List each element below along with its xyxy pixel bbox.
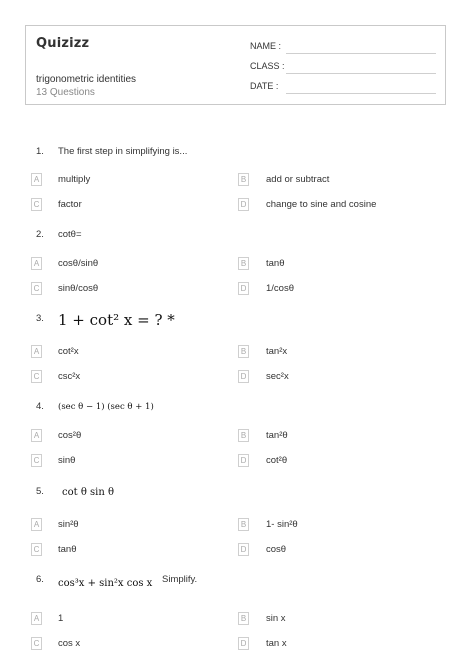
option-b-text: tanθ [266,258,285,269]
option-b-box[interactable]: B [238,257,249,270]
option-a-text: cot²x [58,346,79,357]
option-c-text: sinθ [58,455,76,466]
option-a-box[interactable]: A [31,173,42,186]
name-label: NAME : [250,41,282,51]
option-b-text: sin x [266,613,286,624]
option-b-box[interactable]: B [238,345,249,358]
question-number: 1. [36,146,44,157]
option-d-text: cosθ [266,544,287,555]
option-b-box[interactable]: B [238,429,249,442]
option-a-text: 1 [58,613,64,624]
option-a-text: cosθ/sinθ [58,258,99,269]
option-b-box[interactable]: B [238,612,249,625]
option-a-box[interactable]: A [31,429,42,442]
option-a-box[interactable]: A [31,257,42,270]
class-label: CLASS : [250,61,285,71]
option-d-box[interactable]: D [238,543,249,556]
option-b-box[interactable]: B [238,518,249,531]
option-b-text: 1- sin²θ [266,519,298,530]
option-c-box[interactable]: C [31,543,42,556]
option-b-text: tan²θ [266,430,288,441]
option-d-box[interactable]: D [238,637,249,650]
option-d-text: tan x [266,638,287,649]
option-a-text: cos²θ [58,430,82,441]
question-count: 13 Questions [36,87,95,98]
option-a-text: sin²θ [58,519,79,530]
question-text: The first step in simplifying is... [58,146,188,157]
worksheet-header [25,25,446,105]
question-number: 4. [36,401,44,412]
question-text: cotθ= [58,229,82,240]
name-line [286,53,436,54]
question-equation: cot θ sin θ [62,487,114,498]
option-d-text: change to sine and cosine [266,199,377,210]
option-c-text: factor [58,199,82,210]
option-d-box[interactable]: D [238,282,249,295]
option-d-text: cot²θ [266,455,288,466]
option-c-text: tanθ [58,544,77,555]
date-line [286,93,436,94]
class-field[interactable] [250,61,436,74]
option-d-text: 1/cosθ [266,283,294,294]
question-equation: (sec θ − 1) (sec θ + 1) [58,402,154,412]
question-number: 6. [36,574,44,585]
question-number: 5. [36,486,44,497]
option-d-box[interactable]: D [238,198,249,211]
option-d-box[interactable]: D [238,454,249,467]
option-a-text: multiply [58,174,91,185]
question-equation: cos³x + sin²x cos x [58,578,153,589]
quizizz-logo: Quizizz [36,36,90,51]
option-a-box[interactable]: A [31,612,42,625]
option-a-box[interactable]: A [31,345,42,358]
question-number: 2. [36,229,44,240]
option-c-box[interactable]: C [31,454,42,467]
option-d-text: sec²x [266,371,289,382]
question-instruction: Simplify. [162,574,198,585]
option-c-box[interactable]: C [31,282,42,295]
option-c-text: sinθ/cosθ [58,283,99,294]
option-b-box[interactable]: B [238,173,249,186]
date-field[interactable] [250,81,436,94]
worksheet-title: trigonometric identities [36,74,137,85]
option-c-text: cos x [58,638,81,649]
option-a-box[interactable]: A [31,518,42,531]
class-line [286,73,436,74]
option-c-text: csc²x [58,371,81,382]
question-number: 3. [36,313,44,324]
date-label: DATE : [250,81,279,91]
option-b-text: add or subtract [266,174,330,185]
option-c-box[interactable]: C [31,370,42,383]
question-equation: 1 + cot² x = ? * [58,311,175,329]
option-c-box[interactable]: C [31,637,42,650]
option-b-text: tan²x [266,346,288,357]
option-d-box[interactable]: D [238,370,249,383]
option-c-box[interactable]: C [31,198,42,211]
name-field[interactable] [250,41,436,54]
